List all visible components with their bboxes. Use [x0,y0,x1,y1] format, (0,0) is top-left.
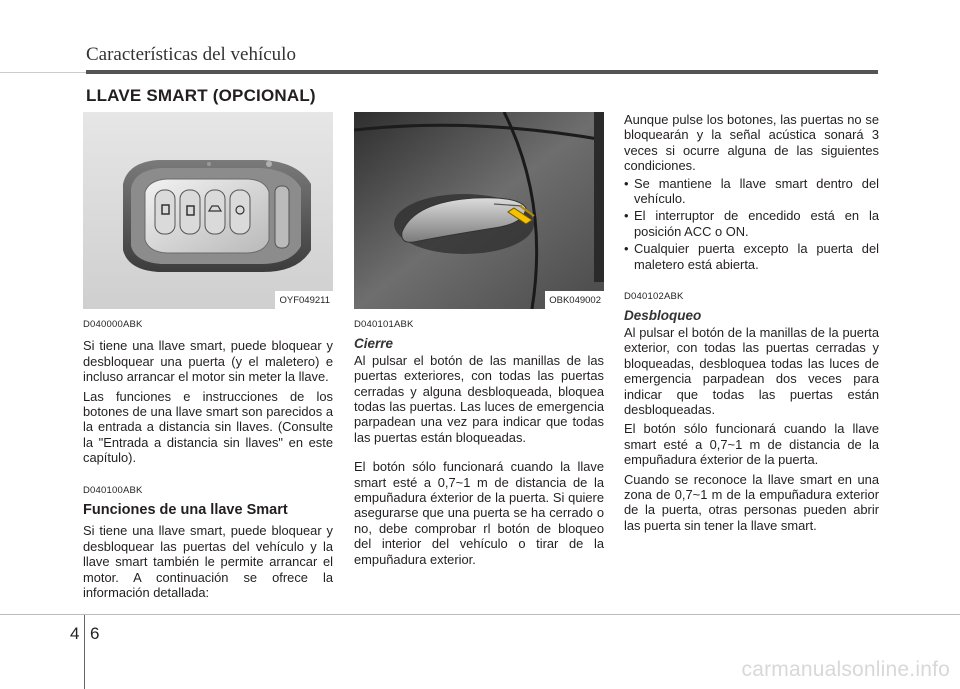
paragraph: Aunque pulse los botones, las puertas no se bloquearán y la señal acústica sonará 3 veces si ocurre alguna de las siguientes condiciones. [624,112,879,174]
chapter-title: Características del vehículo [86,44,296,65]
door-handle-figure [354,112,604,309]
paragraph: Las funciones e instrucciones de los botones de una llave smart son parecidos a la entrada a distancia sin llaves. (Consulte la "Entrada a distancia sin llaves" en este capítulo). [83,388,333,466]
door-handle-illustration [354,112,604,309]
doc-code: D040100ABK [83,484,143,496]
figure-label: OYF049211 [275,291,333,309]
subsection-heading-desbloqueo: Desbloqueo [624,308,702,324]
smart-key-figure [83,112,333,309]
figure-label: OBK049002 [545,291,604,309]
subsection-heading-cierre: Cierre [354,336,394,352]
page-number: 6 [90,624,100,643]
doc-code: D040102ABK [624,291,684,303]
subsection-heading: Funciones de una llave Smart [83,502,288,519]
column-3 [624,112,879,533]
column-2 [354,112,604,567]
footer-divider [84,615,85,689]
bullet-item: • Cualquier puerta excepto la puerta del maletero está abierta. [624,241,879,272]
paragraph: Al pulsar el botón de las manillas de las puertas exteriores, con todas las puertas cerradas y alguna desbloqueada, bloquea todas las puertas. Las luces de emergencia parpadean una vez para indicar que todas las puertas están bloqueadas. [354,352,604,445]
footer-rule [0,614,960,615]
doc-code: D040000ABK [83,319,143,330]
paragraph: El botón sólo funcionará cuando la llave smart esté a 0,7~1 m de distancia de la empuñadura éxterior de la puerta. [624,421,879,468]
header-thin-rule [0,72,86,73]
section-title: LLAVE SMART (OPCIONAL) [86,86,316,105]
page-section-number: 4 [70,624,80,643]
smart-key-illustration [83,112,333,309]
paragraph: Cuando se reconoce la llave smart en una zona de 0,7~1 m de la empuñadura exterior de la puerta, otras personas pueden abrir las puerta sin tener la llave smart. [624,471,879,533]
paragraph: Si tiene una llave smart, puede bloquear y desbloquear las puertas del vehículo y la llave smart también le permite arrancar el motor. A continuación se ofrece la información detallada: [83,523,333,601]
paragraph: El botón sólo funcionará cuando la llave smart esté a 0,7~1 m de distancia de la empuñadura éxterior de la puerta. Si quiere asegurarse que una puerta se ha cerrado o no, debe comprobar rl botón de bloqueo del interior del vehículo o tirar de la empuñadura exterior. [354,459,604,567]
header-rule [86,70,878,74]
doc-code: D040101ABK [354,319,414,330]
paragraph: Al pulsar el botón de la manillas de la puerta exterior, con todas las puertas cerradas y bloqueadas, desbloquea todas las luces de emergencia parpadean dos veces para indicar que todas las puertas están desbloqueadas. [624,324,879,417]
column-1 [83,112,333,601]
bullet-item: • El interruptor de encedido está en la posición ACC o ON. [624,208,879,239]
paragraph: Si tiene una llave smart, puede bloquear y desbloquear una puerta (y el maletero) e incluso arrancar el motor sin meter la llave. [83,338,333,385]
bullet-item: • Se mantiene la llave smart dentro del vehículo. [624,175,879,207]
watermark: carmanualsonline.info [741,658,950,681]
